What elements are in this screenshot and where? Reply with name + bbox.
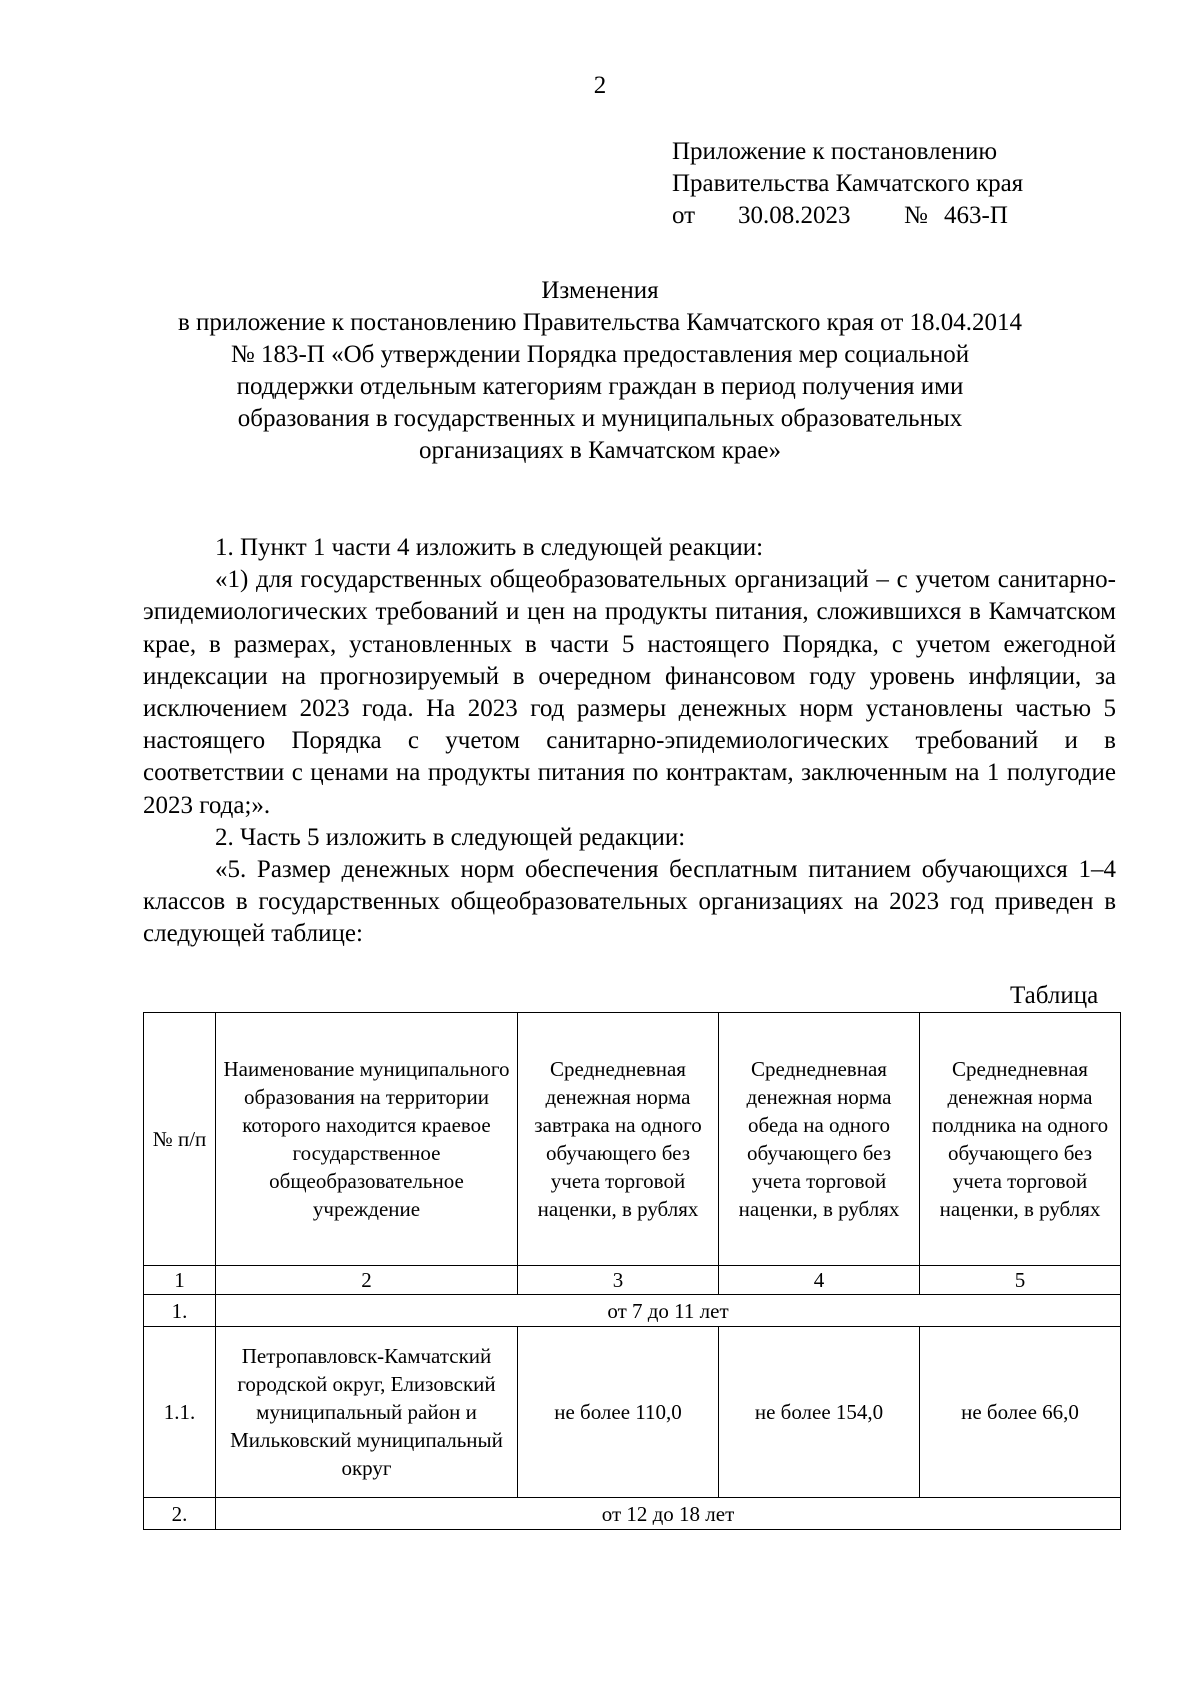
page-number: 2 (593, 72, 607, 99)
paragraph-3: 2. Часть 5 изложить в следующей редакции: (215, 823, 686, 851)
appendix-from-label: от (672, 202, 696, 229)
title-line-5: организациях в Камчатском крае» (418, 437, 782, 464)
appendix-block (672, 136, 1023, 232)
column-number: 1 (144, 1266, 216, 1295)
group-number: 1. (144, 1295, 216, 1327)
column-number: 3 (518, 1266, 719, 1295)
table-header-row (144, 1013, 1121, 1266)
norms-table (143, 1012, 1121, 1530)
breakfast-norm: не более 110,0 (518, 1327, 719, 1498)
title-heading: Изменения (541, 277, 659, 304)
title-line-1: в приложение к постановлению Правительства Камчатского края от 18.04.2014 (177, 309, 1023, 336)
column-number: 5 (920, 1266, 1121, 1295)
group-number: 2. (144, 1498, 216, 1530)
paragraph-2: «1) для государственных общеобразовательных организаций – с учетом санитарно-эпидемиологических требований и цен на продукты питания, сложившихся в Камчатском крае, в размерах, установленных в части 5 настоящего Порядка, с учетом ежегодной индексации на прогнозируемый в очередном финансовом году уровень инфляции, за исключением 2023 года. На 2023 год размеры денежных норм установлены частью 5 настоящего Порядка с учетом санитарно-эпидемиологических требований и в соответствии с ценами на продукты питания по контрактам, заключенным на 1 полугодие 2023 года;». (143, 566, 1116, 819)
table-caption: Таблица (1010, 982, 1099, 1009)
group-label: от 12 до 18 лет (216, 1498, 1121, 1530)
header-lunch: Среднедневная денежная норма обеда на одного обучающего без учета торговой наценки, в рублях (719, 1013, 920, 1266)
appendix-number: 463-П (944, 202, 1008, 229)
appendix-number-sign: № (904, 202, 928, 229)
appendix-date: 30.08.2023 (738, 202, 851, 229)
body-text (143, 532, 1116, 951)
snack-norm: не более 66,0 (920, 1327, 1121, 1498)
title-line-4: образования в государственных и муниципальных образовательных (237, 405, 963, 432)
paragraph-4: «5. Размер денежных норм обеспечения бесплатным питанием обучающихся 1–4 классов в государственных общеобразовательных организациях на 2023 год приведен в следующей таблице: (143, 856, 1116, 948)
header-municipality: Наименование муниципального образования на территории которого находится краевое государственное общеобразовательное учреждение (216, 1013, 518, 1266)
age-group-row (144, 1498, 1121, 1530)
group-label: от 7 до 11 лет (216, 1295, 1121, 1327)
header-breakfast: Среднедневная денежная норма завтрака на одного обучающего без учета торговой наценки, в рублях (518, 1013, 719, 1266)
header-number: № п/п (144, 1013, 216, 1266)
title-line-3: поддержки отдельным категориям граждан в период получения ими (236, 373, 964, 400)
paragraph-1: 1. Пункт 1 части 4 изложить в следующей реакции: (215, 534, 764, 561)
age-group-row (144, 1295, 1121, 1327)
table-row (144, 1327, 1121, 1498)
column-number-row (144, 1266, 1121, 1295)
document-title (130, 275, 1070, 467)
column-number: 2 (216, 1266, 518, 1295)
municipality-name: Петропавловск-Камчатский городской округ, Елизовский муниципальный район и Мильковский муниципальный округ (216, 1327, 518, 1498)
appendix-line-2: Правительства Камчатского края (672, 170, 1024, 197)
header-snack: Среднедневная денежная норма полдника на одного обучающего без учета торговой наценки, в рублях (920, 1013, 1121, 1266)
row-number: 1.1. (144, 1327, 216, 1498)
column-number: 4 (719, 1266, 920, 1295)
title-line-2: № 183-П «Об утверждении Порядка предоставления мер социальной (230, 341, 970, 368)
appendix-line-1: Приложение к постановлению (672, 138, 998, 165)
appendix-meta (672, 200, 1023, 232)
lunch-norm: не более 154,0 (719, 1327, 920, 1498)
